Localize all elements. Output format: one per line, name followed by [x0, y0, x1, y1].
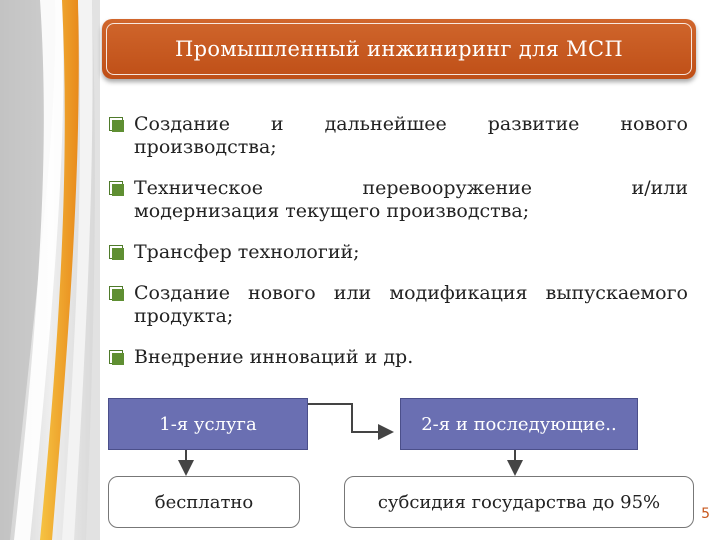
page-number: 5	[701, 506, 710, 522]
bullet-line-1: Внедрение инноваций и др.	[134, 346, 414, 368]
bullet-line-1: Создание и дальнейшее развитие нового	[134, 113, 688, 135]
bullet-line-2: продукта;	[134, 305, 234, 327]
slide-title: Промышленный инжиниринг для МСП	[175, 37, 623, 61]
bullet-line-1: Создание нового или модификация выпускаемого	[134, 282, 688, 304]
service-next-box	[400, 398, 638, 450]
free-label: бесплатно	[154, 491, 254, 513]
subsidy-box	[344, 476, 694, 528]
service-first-box	[108, 398, 308, 450]
service-first-label: 1-я услуга	[159, 413, 257, 435]
bullet-line-2: модернизация текущего производства;	[134, 200, 530, 222]
free-box	[108, 476, 300, 528]
subsidy-label: субсидия государства до 95%	[377, 491, 661, 513]
bullet-line-2: производства;	[134, 136, 277, 158]
service-next-label: 2-я и последующие..	[421, 413, 617, 435]
bullet-line-1: Трансфер технологий;	[134, 241, 360, 263]
bullet-line-1: Техническое перевооружение и/или	[134, 177, 688, 199]
